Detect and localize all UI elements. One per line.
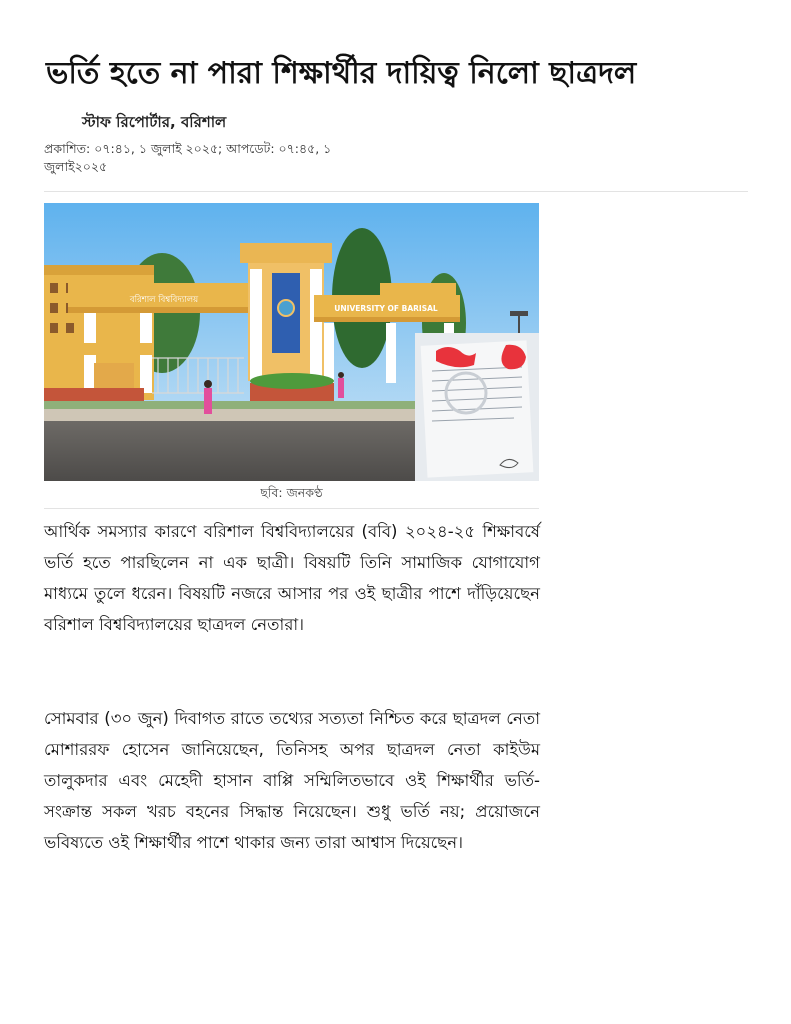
article-paragraph: আর্থিক সমস্যার কারণে বরিশাল বিশ্ববিদ্যালয়ের (ববি) ২০২৪-২৫ শিক্ষাবর্ষে ভর্তি হতে পারছিলেন না এক ছাত্রী। বিষয়টি তিনি সামাজিক যোগাযোগ মাধ্যমে তুলে ধরেন। বিষয়টি নজরে আসার পর ওই ছাত্রীর পাশে দাঁড়িয়েছেন বরিশাল বিশ্ববিদ্যালয়ের ছাত্রদল নেতারা। xyxy=(44,522,540,634)
article-byline: স্টাফ রিপোর্টার, বরিশাল xyxy=(82,113,227,131)
sign-left-text: বরিশাল বিশ্ববিদ্যালয় xyxy=(129,295,199,305)
caption-divider xyxy=(44,508,539,509)
article-photo xyxy=(44,203,539,481)
header-divider xyxy=(44,191,748,192)
article-headline: ভর্তি হতে না পারা শিক্ষার্থীর দায়িত্ব নিলো ছাত্রদল xyxy=(46,56,637,91)
article-dateline: প্রকাশিত: ০৭:৪১, ১ জুলাই ২০২৫; আপডেট: ০৭:৪৫, ১ জুলাই২০২৫ xyxy=(44,141,332,174)
article-paragraph: সোমবার (৩০ জুন) দিবাগত রাতে তথ্যের সত্যতা নিশ্চিত করে ছাত্রদল নেতা মোশাররফ হোসেন জানিয়েছেন, তিনিসহ অপর ছাত্রদল নেতা কাইউম তালুকদার এবং মেহেদী হাসান বাপ্পি সম্মিলিতভাবে ওই শিক্ষার্থীর ভর্তি-সংক্রান্ত সকল খরচ বহনের সিদ্ধান্ত নিয়েছেন। শুধু ভর্তি নয়; প্রয়োজনে ভবিষ্যতে ওই শিক্ষার্থীর পাশে থাকার জন্য তারা আশ্বাস দিয়েছেন। xyxy=(44,709,540,852)
photo-caption: ছবি: জনকণ্ঠ xyxy=(260,485,323,500)
sign-right-text: UNIVERSITY OF BARISAL xyxy=(334,304,438,313)
